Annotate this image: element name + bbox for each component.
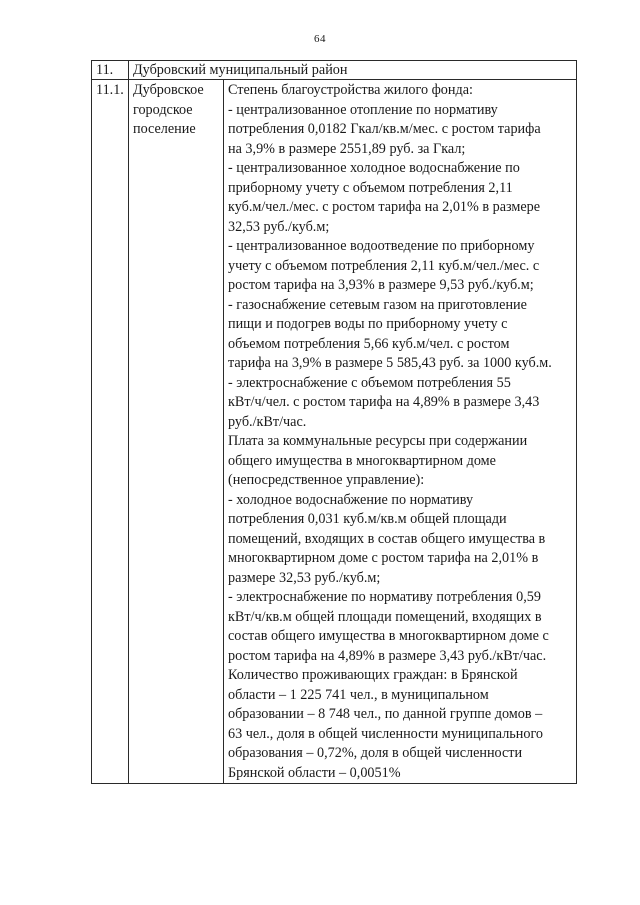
section-header-row bbox=[92, 61, 577, 80]
page-number: 64 bbox=[314, 33, 326, 45]
settlement-name: Дубровское городское поселение bbox=[129, 80, 224, 784]
section-title: Дубровский муниципальный район bbox=[129, 61, 577, 80]
entry-details: Степень благоустройства жилого фонда: - централизованное отопление по нормативу потребления 0,0182 Гкал/кв.м/мес. с ростом тарифа на 3,9% в размере 2551,89 руб. за Гкал; - централизованное холодное водоснабжение по приборному учету с объемом потребления 2,11 куб.м/чел./мес. с ростом тарифа на 2,01% в размере 32,53 руб./куб.м; - централизованное водоотведение по приборному учету с объемом потребления 2,11 куб.м/чел./мес. с ростом тарифа на 3,93% в размере 9,53 руб./куб.м; - газоснабжение сетевым газом на приготовление пищи и подогрев воды по приборному учету с объемом потребления 5,66 куб.м/чел. с ростом тарифа на 3,9% в размере 5 585,43 руб. за 1000 куб.м. - электроснабжение с объемом потребления 55 кВт/ч/чел. с ростом тарифа на 4,89% в размере 3,43 руб./кВт/час. Плата за коммунальные ресурсы при содержании общего имущества в многоквартирном доме (непосредственное управление): - холодное водоснабжение по нормативу потребления 0,031 куб.м/кв.м общей площади помещений, входящих в состав общего имущества в многоквартирном доме с ростом тарифа на 2,01% в размере 32,53 руб./куб.м; - электроснабжение по нормативу потребления 0,59 кВт/ч/кв.м общей площади помещений, входящих в состав общего имущества в многоквартирном доме с ростом тарифа на 4,89% в размере 3,43 руб./кВт/час. Количество проживающих граждан: в Брянской области – 1 225 741 чел., в муниципальном образовании – 8 748 чел., по данной группе домов – 63 чел., доля в общей численности муниципального образования – 0,72%, доля в общей численности Брянской области – 0,0051% bbox=[224, 80, 577, 784]
section-number: 11. bbox=[92, 61, 129, 80]
entry-row bbox=[92, 80, 577, 784]
entry-number: 11.1. bbox=[92, 80, 129, 784]
tariff-table bbox=[91, 60, 577, 784]
